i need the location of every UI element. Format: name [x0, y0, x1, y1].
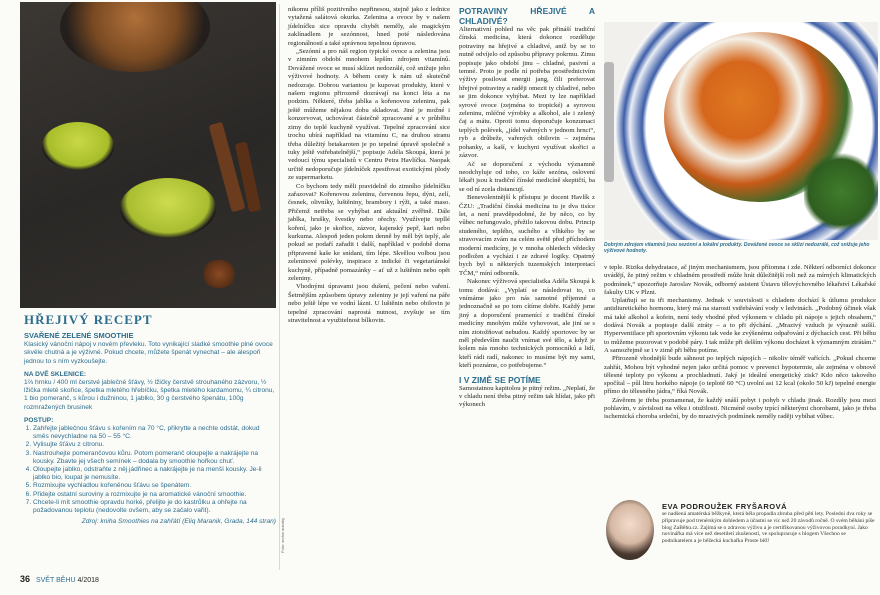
article-column-4 — [604, 264, 876, 422]
photo-credit: Foto: archiv autorky — [280, 517, 285, 553]
arugula — [804, 152, 878, 232]
author-box — [604, 500, 878, 570]
fork — [604, 62, 614, 182]
step-item: 2. Vylisujte šťávu z citronu. — [33, 441, 276, 449]
steps-list — [24, 425, 276, 515]
ingredients-list: 1⅔ hrnku / 400 ml čerstvé jablečné šťávy, ½ lžičky čerstvě strouhaného zázvoru, ½ lžička mleté skořice, špetka mletého hřebíčku, špetka mletého kardamomu, ¼ citronu, 1 bio pomeranč, s kůrou i dužninou, 1 jablko, 30 g čerstvého špenátu, 100g rozmražených brusinek — [24, 379, 275, 411]
steps-heading: POSTUP: — [24, 416, 54, 424]
author-bio: se nadšená amatérská běžkyně, která běla propadla zhruba před pěti lety. Poslední dva roky se připravuje pod trenérským dohledem a účastní se víc než 20 závodů ročně. O svém běhání píše blog ZaBěhu.cz. Zajímá se o zdravou výživu a je certifikovanou výživovou poradkyní. Jako novinářka má více než desetiletí zkušeností, ve spolupracuje s blogem Všechno se podnikatelem a je běžecká kuchařka Proste běž! — [662, 511, 875, 545]
star-anise-decoration — [200, 260, 238, 288]
author-name: EVA PODROUŽEK FRYŠAROVÁ — [662, 502, 787, 511]
smoothie-cup-bottom — [120, 178, 216, 238]
article-paragraph: Benevolentnější k přístupu je docent Havlík z ČZU: „Tradiční čínská medicína tu je dva tisíce let, a není pravděpodobné, že by něco, co by vůbec nefungovalo, přežilo takovou dobu. Princip studeného, teplého, suchého a vlhkého by se stravovacím zvám na celém světě před příchodem moderní medicíny, je v mnoha ohledech vědecky podložen a vychází i ze zdravé logiky. Opatrný bych byl u některých tuzemských interpretací TČM,“ míní odborník. — [459, 194, 595, 277]
smoothie-photo — [20, 2, 276, 308]
step-item: 7. Chcete-li mít smoothie opravdu horké, přelijte je do kastrůlku a ohřejte na požadovanou teplotu (nedovolte ovšem, aby se začalo vařit). — [33, 499, 276, 515]
step-item: 4. Oloupejte jablko, odstraňte z něj jádřinec a nakrájejte je na menší kousky. Je-li jablko bio, loupat je nemusíte. — [33, 466, 276, 482]
issue-number: 4/2018 — [77, 577, 99, 584]
step-item: 1. Zahřejte jablečnou šťávu s kořením na 70 °C, přikrytte a nechte odstát, dokud směs nevychladne na 50 – 55 °C. — [33, 425, 276, 441]
magazine-name: SVĚT BĚHU — [35, 577, 76, 584]
article-paragraph: Vhodnými úpravami jsou dušení, pečení nebo vaření. Šetrnějším způsobem úpravy zeleniny je její vaření na páře nebo ještě lépe ve vodní lázni. U luštěnin nebo obilovin je tepelné zpracování naprostá nutnost, zvyšuje se tím stravitelnost a využitelnost bílkovin. — [288, 283, 450, 325]
article-paragraph: Alternativní pohled na věc pak přináší tradiční čínská medicína, která dokonce rozděluje potraviny na hřejivé a chladivé, aniž by se to nutně odvíjelo od způsobu přípravy pokrmu. Zimu popisuje jako období jinu – chladné, pasivní a temné. Proto je podle ní potřeba prostřednictvím výživy posilovat energii jang, čili preferovat hřejivé potraviny a raději omezit ty chladivé, nebo se jim dokonce vyhýbat. Mezi ty lze například syrové ovoce (zejména to tropické) a syrovou zeleninu, mléčné výrobky a alkohol, ale i zelený čaj a mátu. Oproti tomu doporučuje konzumaci teplých polévek, „jídel vařených v jednom hrnci“, ryb a drůbeže, vařených obilovin – zejména pohanky, a kaší, v kuchyni využívat skořici a zázvor. — [459, 26, 595, 160]
step-item: 5. Rozmixujte vychladlou kořeněnou šťávu se špenátem. — [33, 482, 276, 490]
step-item: 6. Přidejte ostatní suroviny a rozmixujte je na aromatické vánoční smoothie. — [33, 491, 276, 499]
spice-bowl — [60, 2, 210, 72]
photo-caption: Dobrým zdrojem vitamínů jsou sezónní a lokální produkty. Dovážené ovoce se sklízí nedozrálé, což snižuje jeho výživové hodnoty. — [604, 242, 870, 255]
section-heading: I V ZIMĚ SE POTÍME — [459, 374, 541, 385]
recipe-title: HŘEJIVÝ RECEPT — [24, 312, 153, 327]
recipe-box — [24, 312, 276, 570]
recipe-subtitle: SVAŘENÉ ZELENÉ SMOOTHIE — [24, 331, 134, 340]
article-paragraph: nikomu příliš pozitivního nepřinesou, stejně jako z lednice vytažená salátová okurka. Zelenina a ovoce by v našem jídelníčku sice opravdu chybět neměly, ale magickým zaklínadlem je sezónnost, hned poté následována regionálností a také správnou tepelnou úpravou. — [288, 6, 450, 47]
article-paragraph: „Sezónní a pro náš region typické ovoce a zelenina jsou v zimním období mnohem lepším zdrojem vitamínů. Dovážené ovoce se musí sklízet nedozrálé, což snižuje jeho výživové hodnoty. A během cesty k nám už skutečně nedozraje. Dobrou variantou je kupovat produkty, které v našem regionu přirozeně dozrávají na konci léta a na podzim. Některé, třeba jablka a kořenovou zeleninu, pak ještě můžeme nějakou dobu skladovat. Jiné je možné i konzervovat, uchovávat částečně zpracované a v průběhu zimy do teplé kuchyně využívat. Tepelné zpracování sice trochu ubírá například na vitamínu C, na druhou stranu třeba důležitý betakaroten je po tepelné úpravě společně s tuky ještě vstřebatelnější,“ popisuje Adéla Skoupá, která je vedoucí týmu specialistů v Centru Petra Havlíčka. Naopak určitě nedoporučuje jídelníček zpestřovat exotickými plody ze supermarketu. — [288, 48, 450, 182]
page-number: 36 — [20, 574, 31, 584]
article-paragraph: v teple. Rizika dehydratace, ač jiným mechanismem, jsou přítomna i zde. Některí odborníci dokonce uvádějí, že pitný režim v chladném prostředí může hrát důležitější roli než za mírných klimatických podmínek,“ upozorňuje Jaroslav Novák, odborný asistent Ústavu tělovýchovného lékařství Lékařské fakulty UK v Plzni. — [604, 264, 876, 296]
smoothie-cup-top — [42, 122, 114, 170]
article-paragraph: Ač se doporučení z východu významně neodchyluje od toho, co káže sezóna, oslovení lékaři jsou k tradiční čínské medicíně skeptičtí, ba se od ní zcela distancují. — [459, 160, 595, 193]
food-photo — [604, 22, 878, 240]
article-column-3 — [459, 6, 595, 410]
recipe-source: Zdroj: kniha Smoothies na zahřátí (Eliq Maranik, Grada, 144 stran) — [81, 518, 276, 526]
author-photo — [606, 500, 654, 560]
step-item: 3. Nastrouhejte pomerančovou kůru. Potom pomeranč oloupejte a nakrájejte na kousky. Zbavte jej všech semínek – dodala by smoothie hořkou chuť. — [33, 450, 276, 466]
article-paragraph: Samostatnou kapitolou je pitný režim. „Neplatí, že v chladu není třeba pitný režim tak hlídat, jako při výkonech — [459, 384, 595, 409]
column-divider — [279, 4, 280, 570]
article-paragraph: Závěrem je třeba poznamenat, že každý snáší pobyt i pohyb v chladu jinak. Rozdíly jsou mezi pohlavím, v závislosti na věku i otužilosti. Nicméně osoby trpící některými chorobami, jako je třeba ischemická choroba srdeční, by do mrazivých podmínek neměly raději vybíhat vůbec. — [604, 396, 876, 421]
article-paragraph: Přirozeně vhodnější bude sáhnout po teplých nápojích – nikoliv téměř vařících. „Pokud chceme zahřát, Mohou být vyhodné nejen jako určitá pomoc v prevenci hypotermie, ale zejména v obnově tělesné teploty po výkonu a prochladnutí. Jaký je ideální energetický zisk? Kdo něco takového spočítal – půl litru horkého nápoje (o teplotě 60 °C) uvolní asi 12 kcal (okolo 50 kJ) tepelné energie přímo do tělesného jádra,“ říká Novák. — [604, 355, 876, 396]
ingredients-heading: NA DVĚ SKLENICE: — [24, 370, 87, 378]
article-paragraph: Co bychom tedy měli pravidelně do zimního jídelníčku zařazovat? Kořenovou zeleninu, červenou řepu, dýni, zelí, česnek, olivníky, luštěniny, brambory i rýži, a také maso. Přičemž netřeba se vyhýbat ani aktuální zvěřině. Dále jablka, hrušky, švestky nebo ořechy. Využívejte tepllé koření, jako je skořice, zázvor, kajenský pepř, kari nebo kurkuma. Alespoň jeden pokrm denně by měl být teplý, ale pokud se podaří zařadit i další, například v podobě doma připravené kaše ke snídani, tím lépe. Skvělou volbou jsou zeleninové polévky, inspirace z indické či vegetariánské kuchyně, případně pomazánky – ať už z luštěnin nebo opět zeleniny. — [288, 182, 450, 282]
page-footer — [20, 574, 99, 584]
article-column-2 — [288, 6, 450, 325]
recipe-intro: Klasický vánoční nápoj v novém převleku. Toto vynikající sladké smoothie plné ovoce skvěle chutná a je výživné. Pokud chcete, můžete špenát vynechat – ale alespoň jednou to s ním vyzkoušejte. — [24, 341, 273, 365]
article-paragraph: Uplatňují se tu tři mechanismy. Jednak v souvislosti s chladem dochází k útlumu produkce antidiuretického hormonu, který má na starosti vstřebávání vody v ledvinách. „Podobný účinek však má také alkohol a kofein, není tedy vhodné před výkonem v chladu pít nápoje s jejich obsahem,“ dodává Novák a popisuje další ztráty – a to při dýchání. „Mrazivý vzduch je výrazně sušší. Hyperventilace při sportovním výkonu tak vede ke zvýšenému odpařování z dýchacích cest. Při běhu to můžeme pozorovat v podobě páry. I tak může při delším výkonu docházet k významným ztrátám.“ A samozřejmě se i v zimě při běhu potíme. — [604, 297, 876, 354]
article-paragraph: Nakonec výživová specialistka Adéla Skoupá k tomu dodává: „Vyplatí se následovat to, co vnímáme jako pro nás samotné příjemné a jednoznačně se po tom cítíme dobře. Každý jsme jiný a doporučení pramenící z tradiční čínské medicíny mnohým může vyhovovat, ale jiní se s ním ztotožňovat nebudou. Každý sportovec by se měl především naučit vnímat své tělo, a když je kolem nás mnoho technických pomocníků a lidí, kteří rádi radí, nakonec to musíme být my sami, kteří poznáme, co potřebujeme.“ — [459, 278, 595, 370]
section-heading: POTRAVINY HŘEJIVÉ A CHLADIVÉ? — [459, 6, 595, 26]
